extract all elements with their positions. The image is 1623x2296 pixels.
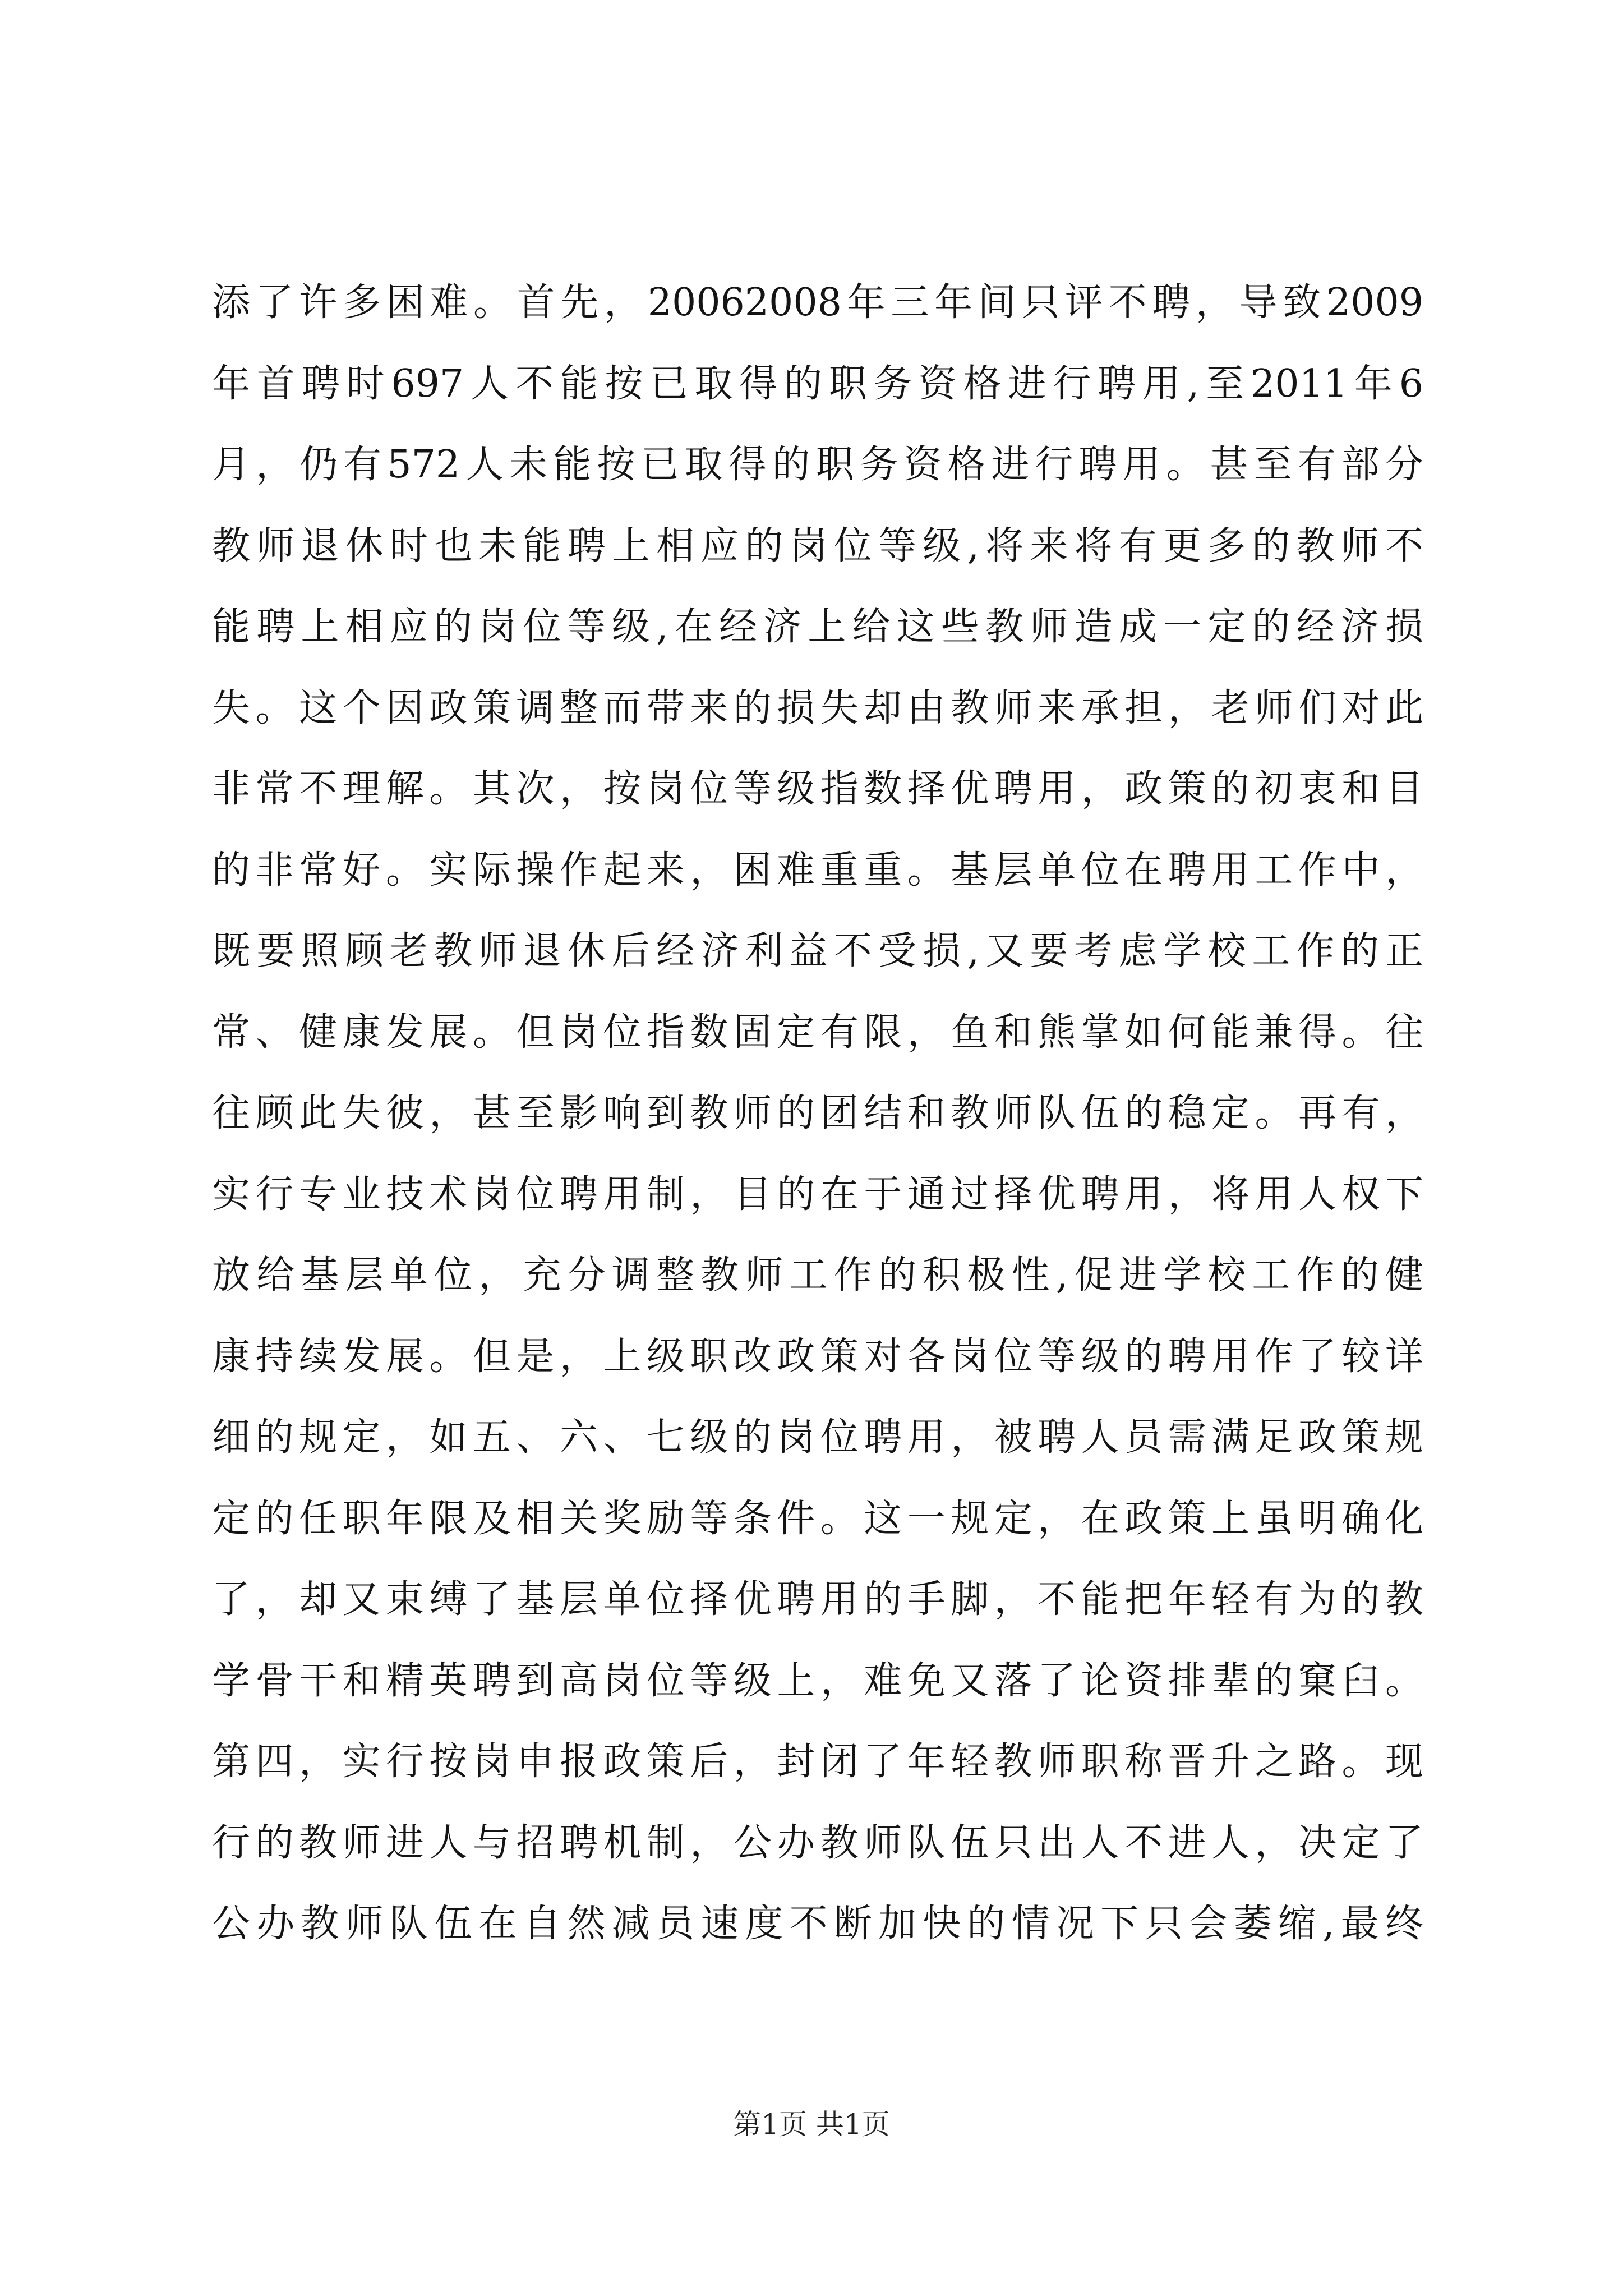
text-line: 第四，实行按岗申报政策后，封闭了年轻教师职称晋升之路。现 bbox=[212, 1740, 1423, 1784]
text-line: 实行专业技术岗位聘用制，目的在于通过择优聘用，将用人权下 bbox=[212, 1172, 1423, 1217]
text-line: 定的任职年限及相关奖励等条件。这一规定，在政策上虽明确化 bbox=[212, 1496, 1423, 1541]
text-line: 月，仍有572人未能按已取得的职务资格进行聘用。甚至有部分 bbox=[212, 443, 1423, 487]
text-line: 往顾此失彼，甚至影响到教师的团结和教师队伍的稳定。再有， bbox=[212, 1091, 1423, 1135]
text-line: 行的教师进人与招聘机制，公办教师队伍只出人不进人，决定了 bbox=[212, 1820, 1423, 1865]
text-line: 公办教师队伍在自然减员速度不断加快的情况下只会萎缩,最终 bbox=[212, 1902, 1423, 1946]
text-line: 失。这个因政策调整而带来的损失却由教师来承担，老师们对此 bbox=[212, 685, 1423, 730]
text-line: 了，却又束缚了基层单位择优聘用的手脚，不能把年轻有为的教 bbox=[212, 1577, 1423, 1622]
text-line: 添了许多困难。首先，20062008年三年间只评不聘，导致2009 bbox=[212, 280, 1423, 325]
text-line: 非常不理解。其次，按岗位等级指数择优聘用，政策的初衷和目 bbox=[212, 767, 1423, 811]
text-line: 学骨干和精英聘到高岗位等级上，难免又落了论资排辈的窠臼。 bbox=[212, 1658, 1423, 1703]
text-line: 既要照顾老教师退休后经济利益不受损,又要考虑学校工作的正 bbox=[212, 929, 1423, 973]
text-line: 教师退休时也未能聘上相应的岗位等级,将来将有更多的教师不 bbox=[212, 523, 1423, 568]
page-footer: 第1页 共1页 bbox=[733, 2108, 890, 2141]
text-line: 康持续发展。但是，上级职改政策对各岗位等级的聘用作了较详 bbox=[212, 1334, 1423, 1379]
text-line: 的非常好。实际操作起来，困难重重。基层单位在聘用工作中， bbox=[212, 848, 1423, 892]
text-line: 放给基层单位，充分调整教师工作的积极性,促进学校工作的健 bbox=[212, 1253, 1423, 1297]
text-line: 能聘上相应的岗位等级,在经济上给这些教师造成一定的经济损 bbox=[212, 605, 1423, 649]
text-line: 细的规定，如五、六、七级的岗位聘用，被聘人员需满足政策规 bbox=[212, 1415, 1423, 1460]
text-line: 年首聘时697人不能按已取得的职务资格进行聘用,至2011年6 bbox=[212, 361, 1423, 406]
text-line: 常、健康发展。但岗位指数固定有限，鱼和熊掌如何能兼得。往 bbox=[212, 1010, 1423, 1055]
body-paragraph bbox=[212, 263, 1423, 1965]
